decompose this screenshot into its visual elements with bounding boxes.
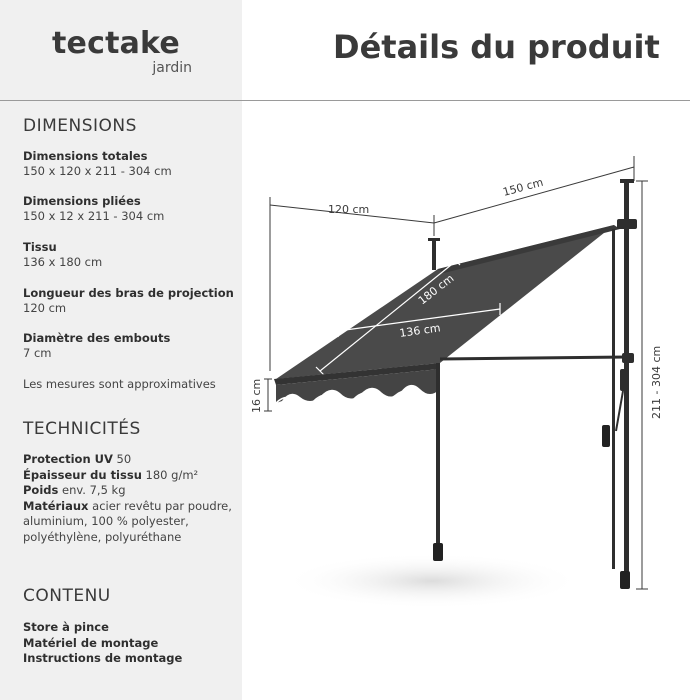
contenu-heading: CONTENU	[23, 586, 111, 606]
tech-materials: Matériaux acier revêtu par poudre, aluminium, 100 % polyester, polyéthylène, polyuréthane	[23, 498, 232, 544]
spec-label: Longueur des bras de projection	[23, 286, 234, 300]
spec-item	[23, 149, 238, 179]
contenu-list	[23, 620, 182, 667]
rear-pole	[428, 238, 440, 270]
spec-value: 150 x 120 x 211 - 304 cm	[23, 164, 172, 178]
tech-uv: Protection UV 50	[23, 452, 132, 466]
contenu-item: Instructions de montage	[23, 651, 183, 665]
height-dimension	[636, 181, 648, 589]
spec-label: Dimensions totales	[23, 149, 148, 163]
spec-label: Diamètre des embouts	[23, 331, 171, 345]
tech-weight: Poids env. 7,5 kg	[23, 483, 126, 497]
ground-shadow	[282, 553, 582, 609]
dimensions-heading: DIMENSIONS	[23, 116, 137, 136]
brand-logo	[52, 26, 192, 86]
fabric-width-label: 136 cm	[398, 321, 442, 340]
spec-value: 7 cm	[23, 346, 52, 360]
spec-item	[23, 331, 238, 361]
valance-label: 16 cm	[250, 378, 263, 413]
awning-diagram	[242, 101, 700, 700]
valance-dimension	[264, 379, 272, 411]
spec-value: 120 cm	[23, 301, 67, 315]
spec-label: Dimensions pliées	[23, 194, 141, 208]
tech-thickness: Épaisseur du tissu 180 g/m²	[23, 467, 199, 482]
awning-fabric	[276, 225, 614, 379]
brand-sub: jardin	[152, 60, 192, 76]
dimensions-note: Les mesures sont approximatives	[23, 377, 216, 391]
width-label: 150 cm	[501, 175, 545, 199]
spec-item	[23, 286, 238, 316]
spec-item	[23, 194, 238, 224]
contenu-item: Store à pince	[23, 620, 109, 634]
secondary-pole	[612, 229, 615, 569]
brand-name: tectake	[52, 26, 180, 61]
spec-item	[23, 240, 238, 270]
spec-value: 150 x 12 x 211 - 304 cm	[23, 209, 165, 223]
contenu-item: Matériel de montage	[23, 635, 159, 650]
spec-value: 136 x 180 cm	[23, 255, 103, 269]
fabric-length-label: 180 cm	[415, 271, 457, 308]
spec-label: Tissu	[23, 240, 57, 254]
technicites-heading: TECHNICITÉS	[23, 419, 141, 439]
height-label: 211 - 304 cm	[650, 345, 663, 419]
projection-arm	[440, 357, 628, 359]
page-title: Détails du produit	[333, 28, 660, 66]
technicites-list	[23, 452, 238, 545]
depth-label: 120 cm	[328, 203, 370, 216]
